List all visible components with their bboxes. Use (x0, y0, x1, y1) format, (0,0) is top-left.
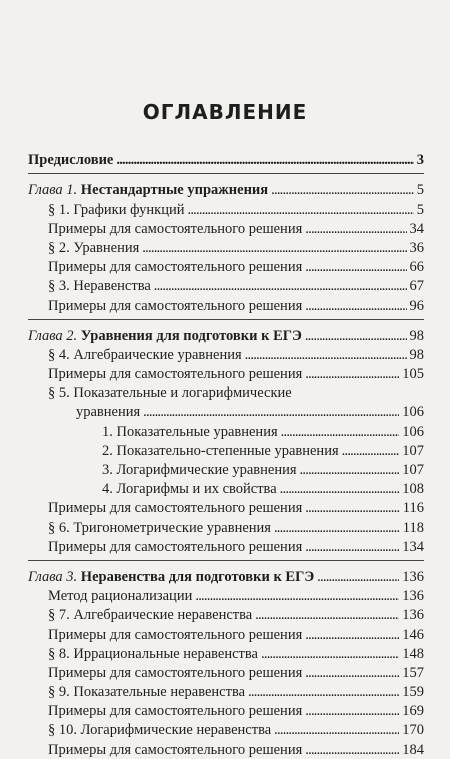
leader-dots (305, 665, 399, 682)
toc-entry-text: § 3. Неравенства (48, 278, 151, 295)
divider (28, 173, 424, 174)
toc-page-number: 66 (409, 259, 424, 276)
page-title: ОГЛАВЛЕНИЕ (142, 100, 308, 124)
leader-dots (245, 347, 407, 364)
toc-entry-text: § 8. Иррациональные неравенства (48, 645, 258, 662)
toc-entry[interactable] (28, 605, 424, 624)
toc-entry[interactable] (28, 345, 424, 364)
toc-entry-section-5-cont[interactable] (28, 402, 424, 421)
toc-page-number: 159 (402, 684, 424, 701)
toc-entry-preface[interactable] (28, 150, 424, 169)
toc-entry-text: § 10. Логарифмические неравенства (48, 722, 272, 739)
toc-entry[interactable] (28, 219, 424, 238)
leader-dots (261, 646, 399, 663)
toc-entry-text: 3. Логарифмические уравнения (102, 462, 297, 478)
toc-entry-text: Примеры для самостоятельного решения (48, 220, 303, 237)
toc-page-number: 170 (402, 722, 424, 739)
toc-entry-text: Метод рационализации (48, 588, 193, 605)
leader-dots (187, 202, 413, 219)
toc-page-number: 106 (402, 423, 424, 440)
leader-dots (305, 539, 399, 556)
toc-entry[interactable] (28, 644, 424, 663)
toc-entry-text: Примеры для самостоятельного решения (48, 259, 303, 276)
toc-entry-text: § 4. Алгебраические уравнения (48, 346, 242, 363)
toc-page-number: 116 (402, 500, 424, 517)
leader-dots (143, 404, 399, 421)
toc-entry[interactable] (28, 701, 424, 720)
leader-dots (305, 259, 406, 276)
leader-dots (274, 722, 399, 739)
leader-dots (300, 462, 400, 479)
toc-entry-text: Примеры для самостоятельного решения (48, 500, 303, 517)
toc-entry-text: Примеры для самостоятельного решения (48, 366, 303, 383)
toc-entry[interactable] (28, 364, 424, 383)
toc-entry[interactable] (28, 682, 424, 701)
leader-dots (305, 500, 400, 517)
toc-page-number: 107 (402, 462, 424, 478)
toc-page-number: 98 (409, 346, 424, 363)
toc-subentry[interactable] (28, 421, 424, 440)
leader-dots (154, 278, 407, 295)
toc-page-number: 5 (416, 182, 424, 199)
toc-page-number: 105 (402, 366, 424, 383)
toc-page-number: 148 (402, 645, 424, 662)
leader-dots (305, 328, 407, 345)
leader-dots (305, 703, 399, 720)
toc-entry[interactable] (28, 537, 424, 556)
toc-entry-text: уравнения (76, 404, 141, 421)
toc-page-number: 157 (402, 664, 424, 681)
chapter-prefix: Глава 2. (28, 327, 78, 344)
toc-page-number: 108 (402, 481, 424, 498)
toc-page-number: 136 (402, 607, 424, 624)
leader-dots (342, 443, 400, 460)
toc-entry-text: 1. Показательные уравнения (102, 423, 278, 440)
toc-entry[interactable] (28, 720, 424, 739)
leader-dots (317, 569, 399, 586)
toc-page-number: 136 (402, 588, 424, 605)
leader-dots (255, 607, 399, 624)
chapter-prefix: Глава 1. (28, 182, 78, 199)
toc-entry-section-5[interactable] (28, 383, 424, 402)
leader-dots (116, 152, 413, 169)
toc-page-number: 98 (409, 327, 424, 344)
toc-page-number: 5 (416, 201, 424, 218)
toc-entry-text: § 7. Алгебраические неравенства (48, 607, 253, 624)
toc-page-number: 184 (402, 741, 424, 758)
toc-entry-text: § 2. Уравнения (48, 239, 140, 256)
leader-dots (248, 684, 399, 701)
toc-entry-text: 4. Логарифмы и их свойства (102, 481, 277, 498)
toc-entry-text: § 1. Графики функций (48, 201, 185, 218)
toc-page-number: 146 (402, 626, 424, 643)
leader-dots (305, 742, 399, 759)
leader-dots (305, 221, 406, 238)
toc-page-number: 106 (402, 404, 424, 421)
toc-entry-text: Предисловие (28, 152, 114, 169)
toc-page-number: 169 (402, 703, 424, 720)
toc-entry-text: Примеры для самостоятельного решения (48, 664, 303, 681)
toc-entry[interactable] (28, 663, 424, 682)
toc-entry[interactable] (28, 238, 424, 257)
toc-entry-text: § 6. Тригонометрические уравнения (48, 519, 271, 536)
leader-dots (305, 627, 399, 644)
toc-page-number: 34 (409, 220, 424, 237)
toc-chapter-1[interactable] (28, 180, 424, 199)
divider (28, 319, 424, 320)
leader-dots (271, 182, 414, 199)
toc-subentry[interactable] (28, 441, 424, 460)
toc-chapter-2[interactable] (28, 326, 424, 345)
leader-dots (305, 298, 406, 315)
leader-dots (274, 520, 400, 537)
toc-page-number: 136 (402, 568, 424, 585)
toc-entry[interactable] (28, 199, 424, 218)
toc-entry-text: § 5. Показательные и логарифмические (48, 385, 292, 402)
toc-entry-text: Примеры для самостоятельного решения (48, 297, 303, 314)
toc-page-number: 107 (402, 442, 424, 459)
toc-entry[interactable] (28, 498, 424, 517)
leader-dots (142, 240, 406, 257)
toc-entry-text: § 9. Показательные неравенства (48, 684, 246, 701)
toc-entry[interactable] (28, 624, 424, 643)
toc-page-number: 118 (402, 519, 424, 536)
leader-dots (195, 588, 399, 605)
chapter-title: Неравенства для подготовки к ЕГЭ (80, 568, 315, 585)
toc-chapter-3[interactable] (28, 567, 424, 586)
toc-entry[interactable] (28, 276, 424, 295)
toc-entry[interactable] (28, 739, 424, 758)
table-of-contents (28, 150, 424, 759)
toc-entry[interactable] (28, 586, 424, 605)
toc-page-number: 96 (409, 297, 424, 314)
toc-page-number: 67 (409, 278, 424, 295)
chapter-prefix: Глава 3. (28, 568, 78, 585)
toc-entry-text: Примеры для самостоятельного решения (48, 626, 303, 643)
toc-subentry[interactable] (28, 479, 424, 498)
toc-entry[interactable] (28, 295, 424, 314)
leader-dots (305, 366, 399, 383)
toc-page-number: 36 (409, 239, 424, 256)
leader-dots (281, 424, 400, 441)
toc-entry-text: Примеры для самостоятельного решения (48, 538, 303, 555)
leader-dots (280, 481, 400, 498)
toc-entry-text: Примеры для самостоятельного решения (48, 741, 303, 758)
chapter-title: Нестандартные упражнения (80, 182, 269, 199)
toc-subentry[interactable] (28, 460, 424, 479)
chapter-title: Уравнения для подготовки к ЕГЭ (80, 327, 302, 344)
toc-entry[interactable] (28, 257, 424, 276)
toc-page-number: 3 (416, 152, 424, 169)
toc-entry-text: 2. Показательно-степенные уравнения (102, 442, 339, 459)
toc-entry-text: Примеры для самостоятельного решения (48, 703, 303, 720)
toc-page-number: 134 (402, 538, 424, 555)
toc-entry[interactable] (28, 517, 424, 536)
divider (28, 560, 424, 561)
